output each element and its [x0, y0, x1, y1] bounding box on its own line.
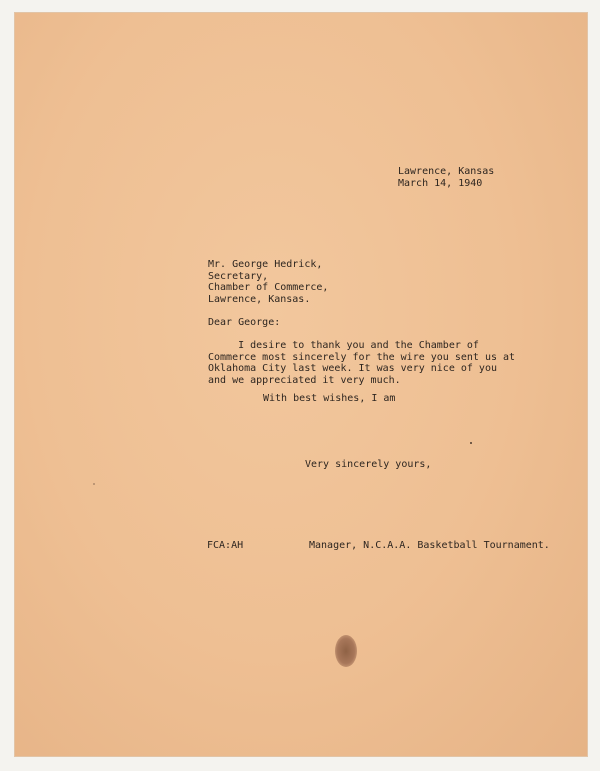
body-line: Commerce most sincerely for the wire you sent us at	[208, 351, 516, 363]
recipient-address	[208, 259, 328, 305]
salutation: Dear George:	[208, 317, 281, 328]
body-line: Oklahoma City last week. It was very nice of you	[208, 363, 497, 374]
reference-initials: FCA:AH	[207, 540, 244, 551]
letter-paper	[15, 13, 587, 756]
dateline	[398, 166, 494, 189]
address-line: Secretary,	[208, 270, 269, 282]
sign-off: Very sincerely yours,	[305, 459, 432, 470]
dateline-place: Lawrence, Kansas	[398, 166, 495, 177]
body-line: and we appreciated it very much.	[208, 374, 401, 386]
address-line: Mr. George Hedrick,	[208, 259, 323, 270]
signature-title: Manager, N.C.A.A. Basketball Tournament.	[309, 540, 550, 551]
dateline-date: March 14, 1940	[398, 177, 483, 189]
closing-wish: With best wishes, I am	[263, 393, 396, 404]
address-line: Chamber of Commerce,	[208, 282, 329, 293]
letter-body	[208, 340, 515, 386]
address-line: Lawrence, Kansas.	[208, 293, 311, 305]
paper-speck	[93, 483, 95, 485]
body-line: I desire to thank you and the Chamber of	[208, 340, 479, 351]
ink-stain	[335, 635, 357, 667]
paper-speck	[470, 442, 472, 444]
